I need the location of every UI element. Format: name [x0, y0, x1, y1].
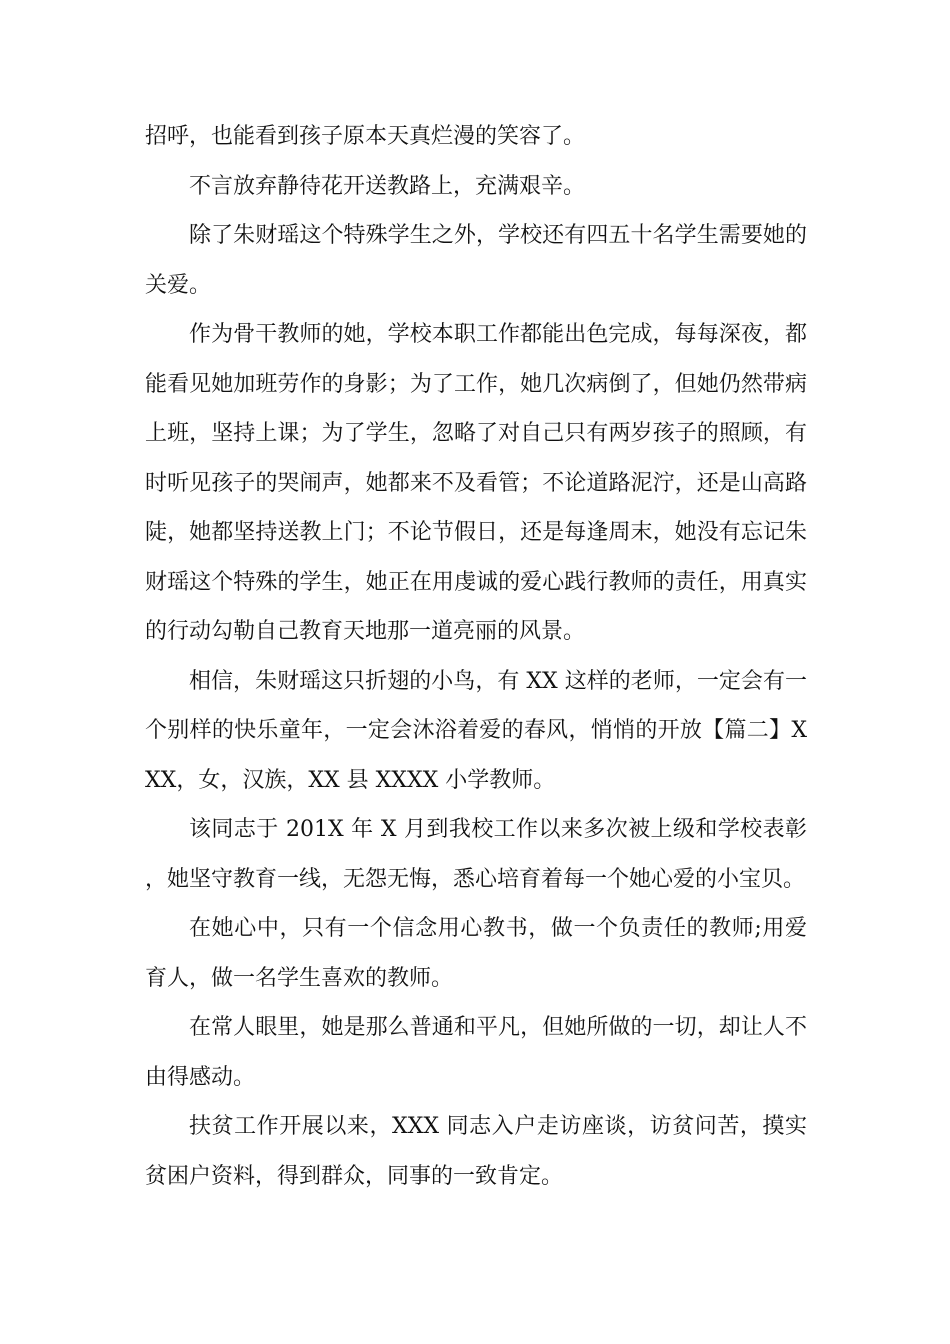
- paragraph: 除了朱财瑶这个特殊学生之外，学校还有四五十名学生需要她的关爱。: [145, 223, 807, 298]
- paragraph: 在常人眼里，她是那么普通和平凡，但她所做的一切，却让人不由得感动。: [145, 1015, 807, 1090]
- paragraph: 招呼，也能看到孩子原本天真烂漫的笑容了。: [145, 124, 586, 149]
- paragraph: 作为骨干教师的她，学校本职工作都能出色完成，每每深夜，都能看见她加班劳作的身影；为了工作，她几次病倒了，但她仍然带病上班，坚持上课；为了学生，忽略了对自己只有两岁孩子的照顾，有时听见孩子的哭闹声，她都来不及看管；不论道路泥泞，还是山高路陡，她都坚持送教上门；不论节假日，还是每逢周末，她没有忘记朱财瑶这个特殊的学生，她正在用虔诚的爱心践行教师的责任，用真实的行动勾勒自己教育天地那一道亮丽的风景。: [145, 322, 807, 644]
- paragraph: 在她心中，只有一个信念用心教书，做一个负责任的教师;用爱育人，做一名学生喜欢的教师。: [145, 916, 807, 991]
- paragraph: 扶贫工作开展以来，XXX 同志入户走访座谈，访贫问苦，摸实贫困户资料，得到群众，同事的一致肯定。: [145, 1114, 807, 1189]
- paragraph: 该同志于 201X 年 X 月到我校工作以来多次被上级和学校表彰，她坚守教育一线，无怨无悔，悉心培育着每一个她心爱的小宝贝。: [145, 817, 807, 892]
- paragraph: 不言放弃静待花开送教路上，充满艰辛。: [189, 173, 586, 199]
- document-body: [145, 112, 807, 1201]
- paragraph: 相信，朱财瑶这只折翅的小鸟，有 XX 这样的老师，一定会有一个别样的快乐童年，一定会沐浴着爱的春风，悄悄的开放【篇二】XXX，女，汉族，XX 县 XXXX 小学教师。: [145, 668, 807, 793]
